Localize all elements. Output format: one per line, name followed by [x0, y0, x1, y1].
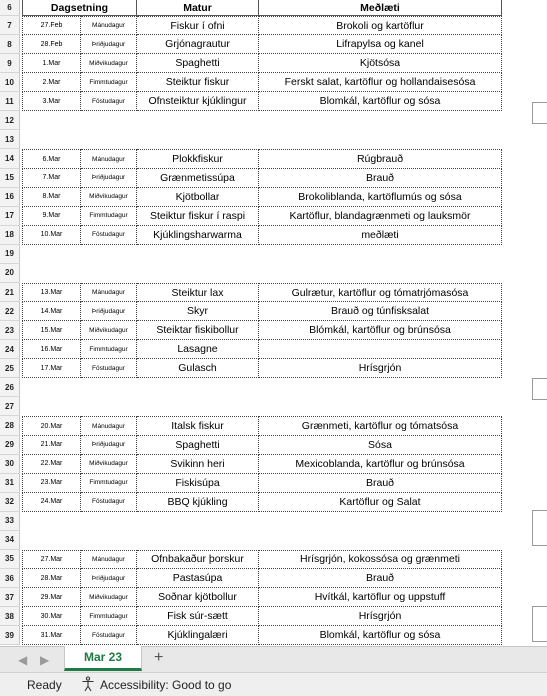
table-row — [20, 359, 547, 378]
row-header[interactable]: 11 — [0, 92, 20, 111]
date-cell[interactable]: 9.Mar — [22, 207, 81, 226]
row-header[interactable]: 37 — [0, 588, 20, 607]
row-header[interactable]: 26 — [0, 378, 20, 397]
row-header[interactable]: 20 — [0, 264, 20, 283]
date-cell[interactable]: 22.Mar — [22, 455, 81, 474]
row-header[interactable]: 25 — [0, 359, 20, 378]
table-row — [20, 493, 547, 512]
row-header[interactable]: 16 — [0, 188, 20, 207]
row-header[interactable]: 22 — [0, 302, 20, 321]
side-cell[interactable]: Lifrapylsa og kanel — [259, 35, 502, 54]
food-cell[interactable]: Ofnbakaður þorskur — [137, 550, 259, 569]
food-cell[interactable]: Fiskur í ofni — [137, 16, 259, 35]
status-accessibility[interactable]: Accessibility: Good to go — [100, 678, 232, 692]
side-cell[interactable]: Ferskt salat, kartöflur og hollandaisesósa — [259, 73, 502, 92]
adjacent-cell-border — [532, 102, 547, 124]
side-cell[interactable]: Blómkál, kartöflur og brúnsósa — [259, 321, 502, 340]
table-row — [20, 340, 547, 359]
day-cell[interactable]: Fimmtudagur — [81, 607, 137, 626]
sheet-tab-bar — [0, 646, 547, 672]
day-cell[interactable]: Mánudagur — [81, 416, 137, 435]
food-cell[interactable]: Skyr — [137, 302, 259, 321]
row-header[interactable]: 17 — [0, 207, 20, 226]
date-cell[interactable]: 28.Feb — [22, 35, 81, 54]
row-header[interactable]: 23 — [0, 321, 20, 340]
side-cell[interactable]: Gulrætur, kartöflur og tómatrjómasósa — [259, 283, 502, 302]
blank-row[interactable] — [20, 397, 547, 416]
row-header[interactable]: 33 — [0, 512, 20, 531]
adjacent-cell-border — [532, 378, 547, 400]
date-cell[interactable]: 14.Mar — [22, 302, 81, 321]
date-cell[interactable]: 23.Mar — [22, 474, 81, 493]
food-cell[interactable]: Ofnsteiktur kjúklingur — [137, 92, 259, 111]
food-cell[interactable]: Italsk fiskur — [137, 416, 259, 435]
date-cell[interactable]: 8.Mar — [22, 188, 81, 207]
row-header[interactable]: 30 — [0, 455, 20, 474]
side-cell[interactable]: Brauð — [259, 569, 502, 588]
date-cell[interactable]: 1.Mar — [22, 54, 81, 73]
table-row — [20, 321, 547, 340]
day-cell[interactable]: Miðvikudagur — [81, 54, 137, 73]
food-cell[interactable]: Kjúklingalæri — [137, 626, 259, 645]
food-cell[interactable]: Kjötbollar — [137, 188, 259, 207]
header-date[interactable]: Dagsetning — [22, 0, 137, 16]
sheet-tab-mar-23[interactable]: Mar 23 — [64, 646, 142, 671]
table-row — [20, 302, 547, 321]
food-cell[interactable]: Kjúklingsharwarma — [137, 226, 259, 245]
accessibility-icon[interactable] — [80, 676, 96, 692]
side-cell[interactable] — [259, 340, 502, 359]
food-cell[interactable]: Grjónagrautur — [137, 35, 259, 54]
table-row — [20, 92, 547, 111]
date-cell[interactable]: 15.Mar — [22, 321, 81, 340]
date-cell[interactable]: 13.Mar — [22, 283, 81, 302]
date-cell[interactable]: 27.Mar — [22, 550, 81, 569]
table-row — [20, 607, 547, 626]
day-cell[interactable]: Þriðjudagur — [81, 35, 137, 54]
date-cell[interactable]: 3.Mar — [22, 92, 81, 111]
day-cell[interactable]: Föstudagur — [81, 493, 137, 512]
column-header-row — [20, 0, 547, 16]
header-food[interactable]: Matur — [137, 0, 259, 16]
triangle-right-icon[interactable]: ▶ — [40, 653, 50, 667]
adjacent-cell-border — [532, 510, 547, 546]
day-cell[interactable]: Föstudagur — [81, 226, 137, 245]
triangle-left-icon[interactable]: ◀ — [18, 653, 28, 667]
table-row — [20, 226, 547, 245]
date-cell[interactable]: 24.Mar — [22, 493, 81, 512]
day-cell[interactable]: Miðvikudagur — [81, 321, 137, 340]
side-cell[interactable]: Brokoli og kartöflur — [259, 16, 502, 35]
day-cell[interactable]: Mánudagur — [81, 550, 137, 569]
table-row — [20, 35, 547, 54]
side-cell[interactable]: Hrísgrjón — [259, 607, 502, 626]
row-header[interactable]: 38 — [0, 607, 20, 626]
date-cell[interactable]: 21.Mar — [22, 436, 81, 455]
header-side[interactable]: Meðlæti — [259, 0, 502, 16]
side-cell[interactable]: Kjötsósa — [259, 54, 502, 73]
row-header[interactable]: 12 — [0, 111, 20, 130]
table-row — [20, 16, 547, 35]
row-header[interactable]: 8 — [0, 35, 20, 54]
side-cell[interactable]: Brauð — [259, 169, 502, 188]
side-cell[interactable]: Brokoliblanda, kartöflumús og sósa — [259, 188, 502, 207]
day-cell[interactable]: Miðvikudagur — [81, 588, 137, 607]
date-cell[interactable]: 20.Mar — [22, 416, 81, 435]
food-cell[interactable]: Lasagne — [137, 340, 259, 359]
row-header[interactable]: 29 — [0, 436, 20, 455]
food-cell[interactable]: Steiktur fiskur í raspi — [137, 207, 259, 226]
table-row — [20, 474, 547, 493]
blank-row[interactable] — [20, 512, 547, 531]
day-cell[interactable]: Föstudagur — [81, 92, 137, 111]
day-cell[interactable]: Mánudagur — [81, 149, 137, 168]
day-cell[interactable]: Föstudagur — [81, 359, 137, 378]
table-row — [20, 626, 547, 645]
table-row — [20, 416, 547, 435]
food-cell[interactable]: Fisk súr-sætt — [137, 607, 259, 626]
date-cell[interactable]: 17.Mar — [22, 359, 81, 378]
table-row — [20, 73, 547, 92]
side-cell[interactable]: Kartöflur og Salat — [259, 493, 502, 512]
food-cell[interactable]: Soðnar kjötbollur — [137, 588, 259, 607]
day-cell[interactable]: Miðvikudagur — [81, 455, 137, 474]
day-cell[interactable]: Fimmtudagur — [81, 340, 137, 359]
table-row — [20, 569, 547, 588]
side-cell[interactable]: Grænmeti, kartöflur og tómatsósa — [259, 416, 502, 435]
table-row — [20, 188, 547, 207]
food-cell[interactable]: Svikinn heri — [137, 455, 259, 474]
row-header[interactable]: 9 — [0, 54, 20, 73]
row-header[interactable]: 34 — [0, 531, 20, 550]
date-cell[interactable]: 6.Mar — [22, 149, 81, 168]
food-cell[interactable]: Plokkfiskur — [137, 149, 259, 168]
row-header[interactable]: 10 — [0, 73, 20, 92]
row-header[interactable]: 18 — [0, 226, 20, 245]
food-cell[interactable]: BBQ kjúkling — [137, 493, 259, 512]
row-header[interactable]: 31 — [0, 474, 20, 493]
food-cell[interactable]: Spaghetti — [137, 54, 259, 73]
date-cell[interactable]: 7.Mar — [22, 169, 81, 188]
side-cell[interactable]: Brauð — [259, 474, 502, 493]
food-cell[interactable]: Steiktur lax — [137, 283, 259, 302]
table-row — [20, 588, 547, 607]
day-cell[interactable]: Þriðjudagur — [81, 302, 137, 321]
date-cell[interactable]: 10.Mar — [22, 226, 81, 245]
row-header[interactable]: 13 — [0, 130, 20, 149]
side-cell[interactable]: Kartöflur, blandagrænmeti og lauksmör — [259, 207, 502, 226]
row-header[interactable]: 6 — [0, 0, 20, 16]
row-header[interactable]: 14 — [0, 149, 20, 168]
table-row — [20, 283, 547, 302]
food-cell[interactable]: Grænmetissúpa — [137, 169, 259, 188]
blank-row[interactable] — [20, 111, 547, 130]
side-cell[interactable]: Mexicoblanda, kartöflur og brúnsósa — [259, 455, 502, 474]
adjacent-cell-border — [532, 606, 547, 642]
add-sheet-button[interactable]: + — [154, 649, 164, 666]
side-cell[interactable]: Hvítkál, kartöflur og uppstuff — [259, 588, 502, 607]
date-cell[interactable]: 2.Mar — [22, 73, 81, 92]
status-bar — [0, 672, 547, 696]
day-cell[interactable]: Föstudagur — [81, 626, 137, 645]
blank-row[interactable] — [20, 378, 547, 397]
row-header[interactable]: 19 — [0, 245, 20, 264]
row-header[interactable]: 28 — [0, 416, 20, 435]
blank-row[interactable] — [20, 531, 547, 550]
side-cell[interactable]: Sósa — [259, 436, 502, 455]
day-cell[interactable]: Mánudagur — [81, 283, 137, 302]
date-cell[interactable]: 30.Mar — [22, 607, 81, 626]
row-header[interactable]: 24 — [0, 340, 20, 359]
day-cell[interactable]: Fimmtudagur — [81, 73, 137, 92]
table-row — [20, 436, 547, 455]
date-cell[interactable]: 27.Feb — [22, 16, 81, 35]
blank-row[interactable] — [20, 245, 547, 264]
date-cell[interactable]: 31.Mar — [22, 626, 81, 645]
table-row — [20, 207, 547, 226]
date-cell[interactable]: 16.Mar — [22, 340, 81, 359]
food-cell[interactable]: Fiskisúpa — [137, 474, 259, 493]
side-cell[interactable]: Hrísgrjón, kokossósa og grænmeti — [259, 550, 502, 569]
row-header[interactable]: 7 — [0, 16, 20, 35]
row-header[interactable]: 36 — [0, 569, 20, 588]
status-ready: Ready — [27, 678, 62, 692]
side-cell[interactable]: Blomkál, kartöflur og sósa — [259, 92, 502, 111]
day-cell[interactable]: Miðvikudagur — [81, 188, 137, 207]
food-cell[interactable]: Steiktur fiskur — [137, 73, 259, 92]
food-cell[interactable]: Gulasch — [137, 359, 259, 378]
row-header[interactable]: 35 — [0, 550, 20, 569]
side-cell[interactable]: Blomkál, kartöflur og sósa — [259, 626, 502, 645]
row-header[interactable]: 32 — [0, 493, 20, 512]
side-cell[interactable]: Rúgbrauð — [259, 149, 502, 168]
table-row — [20, 54, 547, 73]
row-header[interactable]: 15 — [0, 169, 20, 188]
day-cell[interactable]: Þriðjudagur — [81, 569, 137, 588]
row-header[interactable]: 27 — [0, 397, 20, 416]
day-cell[interactable]: Fimmtudagur — [81, 207, 137, 226]
date-cell[interactable]: 29.Mar — [22, 588, 81, 607]
table-row — [20, 550, 547, 569]
table-row — [20, 149, 547, 168]
day-cell[interactable]: Þriðjudagur — [81, 169, 137, 188]
food-cell[interactable]: Steiktar fiskibollur — [137, 321, 259, 340]
day-cell[interactable]: Fimmtudagur — [81, 474, 137, 493]
row-header[interactable]: 21 — [0, 283, 20, 302]
side-cell[interactable]: Brauð og túnfisksalat — [259, 302, 502, 321]
table-row — [20, 455, 547, 474]
food-cell[interactable]: Spaghetti — [137, 436, 259, 455]
row-header[interactable]: 39 — [0, 626, 20, 645]
date-cell[interactable]: 28.Mar — [22, 569, 81, 588]
side-cell[interactable]: meðlæti — [259, 226, 502, 245]
blank-row[interactable] — [20, 130, 547, 149]
table-row — [20, 169, 547, 188]
day-cell[interactable]: Þriðjudagur — [81, 436, 137, 455]
day-cell[interactable]: Mánudagur — [81, 16, 137, 35]
blank-row[interactable] — [20, 264, 547, 283]
side-cell[interactable]: Hrísgrjón — [259, 359, 502, 378]
food-cell[interactable]: Pastasúpa — [137, 569, 259, 588]
